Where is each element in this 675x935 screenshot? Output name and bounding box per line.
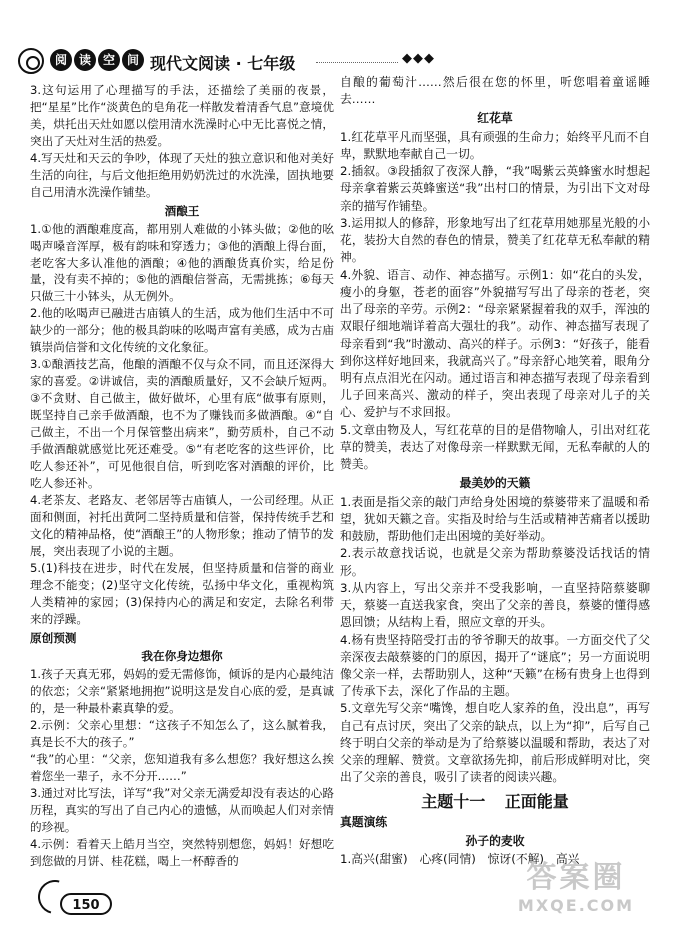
answer-paragraph: 自酿的葡萄汁……然后很在您的怀里，听您唱着童谣睡去…… (340, 75, 650, 107)
watermark-url: MXQE.COM (517, 896, 635, 915)
answer-paragraph: 2.表示故意找话说，也就是父亲为帮助蔡婆没话找话的情形。 (340, 546, 650, 578)
section-heading: 我在你身边想你 (141, 649, 223, 664)
answer-paragraph: 4.写天灶和天云的争吵，体现了天灶的独立意识和他对美好生活的向往，与后文他拒绝用奶奶洗过的水洗澡，固执地要自己用清水洗澡作铺垫。 (30, 150, 334, 199)
answer-paragraph: 3.从内容上，写出父亲并不受我影响，一直坚持陪蔡婆聊天，蔡婆一直送我家食，突出了父亲的善良，蔡婆的懂得感恩回馈；从结构上看，照应文章的开头。 (340, 580, 650, 630)
series-badge: 读 (74, 49, 96, 71)
series-badge: 间 (122, 49, 144, 71)
answer-paragraph: 3.这句运用了心理描写的手法，还描绘了美丽的夜景，把“星星”比作“淡黄色的皂角花一样散发着清香气息”意境优美，烘托出天灶如愿以偿用清水洗澡时心中无比喜悦之情，突出了天灶对生活的热爱。 (30, 83, 334, 148)
answer-paragraph: 5.文章由物及人，写红花草的目的是借物喻人，引出对红花草的赞美，表达了对像母亲一样默默无闻，无私奉献的人的赞美。 (340, 422, 650, 472)
watermark-text: 答案圈 (526, 860, 626, 895)
section-heading: 酒酿王 (164, 203, 200, 218)
answer-paragraph: 4.示例：看着天上皓月当空，突然特别想您，妈妈！好想吃到您做的月饼、桂花糕，喝上一杯醇香的 (30, 836, 334, 868)
series-title: 现代文阅读 · 七年级 (150, 54, 296, 73)
right-column (340, 74, 650, 869)
answer-paragraph: 2.示例：父亲心里想：“这孩子不知怎么了，这么腻着我，真是长不大的孩子。” (30, 718, 334, 750)
logo-icon (18, 48, 44, 74)
answer-paragraph: 4.杨有贵坚持陪受打击的爷爷聊天的故事。一方面交代了父亲深夜去敲蔡婆的门的原因，揭开了“谜底”；另一方面说明像父亲一样，去帮助别人，这种“天籁”在杨有贵身上也得到了传承下去，深化了作品的主题。 (340, 632, 650, 699)
answer-paragraph: 1.①他的酒酿难度高，都用别人难做的小钵头做；②他的吆喝声嗓音浑厚，极有韵味和穿透力；③他的酒酿上得台面，老吃客大多认准他的酒酿；④他的酒酿货真价实，给足份量，没有卖不掉的；⑤他的酒酿信誉高，无需挑拣；⑥每天只做三十小钵头，从无例外。 (30, 221, 334, 304)
section-heading: 最美妙的天籁 (459, 476, 531, 491)
answer-paragraph: 4.外貌、语言、动作、神态描写。示例1：如“花白的头发，瘦小的身躯，苍老的面容”外貌描写写出了母亲的苍老，突出了母亲的辛劳。示例2：“母亲紧紧握着我的双手，浑浊的双眼仔细地端详着高大强壮的我”。动作、神态描写表现了母亲看到“我”时激动、高兴的样子。示例3：“好孩子，能看到你这样好地回来，我就高兴了。”母亲舒心地笑着，眼角分明有点点泪光在闪动。通过语言和神态描写表现了母亲看到儿子回来高兴、激动的样子，突出表现了母亲对儿子的关心、爱护与不求回报。 (340, 267, 650, 420)
answer-paragraph: 3.通过对比写法，详写“我”对父亲无满爱却没有表达的心路历程，真实的写出了自己内心的遗憾，从而唤起人们对亲情的珍视。 (30, 786, 334, 834)
answer-paragraph: 5.文章先写父亲“嘴馋，想自吃人家养的鱼，没出息”，再写自己有点讨厌，突出了父亲的缺点，以上为“抑”，后写自己终于明白父亲的举动是为了给蔡婆以温暖和帮助，表达了对父亲的理解、赞赏。文章欲扬先抑，前后形成鲜明对比，突出了父亲的善良，吸引了读者的阅读兴趣。 (340, 701, 650, 785)
page-header (18, 46, 438, 76)
page-number: 150 (60, 893, 112, 915)
section-heading: 孙子的麦收 (465, 834, 525, 849)
watermark-logo (501, 860, 651, 924)
answer-paragraph: 1.高兴(甜蜜) 心疼(同情) 惊讶(不解) 高兴 (340, 852, 580, 867)
answer-paragraph: “我”的心里：“父亲，您知道我有多么想您？我好想这么挨着您坐一辈子，永不分开……” (30, 752, 334, 784)
answer-paragraph: 3.①酿酒技艺高，他酿的酒酿不仅与众不同，而且还深得大家的喜爱。②讲诚信，卖的酒酿质量好，又不会缺斤短两。③不贪财、自己做主，做好做坏，心里有底“做事有原则，既坚持自己亲手做酒酿，也不为了赚钱而多做酒酿。④“自己做主，不出一个月保管整出病来”，勤劳质朴，自己不动手做酒酿就感觉比死还难受。⑤“有老吃客的这些评价，比吃人参还补”，可见他很自信，听到吃客对酒酿的评价，比吃人参还补。 (30, 357, 334, 490)
left-column (30, 82, 334, 870)
answer-paragraph: 1.表面是指父亲的敲门声给身处困境的蔡婆带来了温暖和希望，犹如天籁之音。实指及时给与生活或精神苦痛者以援助和鼓励，帮助他们走出困境的美好举动。 (340, 494, 650, 544)
series-badge: 阅 (50, 49, 72, 71)
answer-paragraph: 1.孩子天真无邪，妈妈的爱无需修饰，倾诉的是内心最纯洁的依恋；父亲“紧紧地拥抱”说明这是发自心底的爱，是真诚的，是一种最朴素真挚的爱。 (30, 667, 334, 716)
answer-paragraph: 4.老茶友、老路友、老邻居等古庙镇人，一公司经理。从正面和侧面，衬托出黄阿二坚持质量和信誉，保持传统手艺和文化的精神品格，使“酒酿王”的人物形象；推动了情节的发展，突出表现了小说的主题。 (30, 492, 334, 558)
answer-paragraph: 2.插叙。③段插叙了夜深人静，“我”喝紫云英蜂蜜水时想起母亲拿着紫云英蜂蜜送“我”出村口的情景，为引出下文对母亲的描写作铺垫。 (340, 164, 650, 213)
answer-paragraph: 5.(1)科技在进步，时代在发展，但坚持质量和信誉的商业理念不能变；(2)坚守文化传统，弘扬中华文化，重视构筑人类精神的家园；(3)保持内心的满足和安定，去除名利带来的浮躁。 (30, 560, 334, 626)
subsection-label: 原创预测 (30, 630, 77, 645)
section-heading: 红花草 (477, 111, 513, 126)
answer-paragraph: 2.他的吆喝声已融进古庙镇人的生活，成为他们生活中不可缺少的一部分；他的极具韵味的吆喝声富有美感，成为古庙镇崇尚信誉和文化传统的文化象征。 (30, 306, 334, 355)
answer-paragraph: 3.运用拟人的修辞，形象地写出了红花草用她那星光般的小花，装扮大自然的春色的情景，赞美了红花草无私奉献的精神。 (340, 215, 650, 265)
header-dotted-rule (316, 62, 398, 63)
subsection-label: 真题演练 (340, 814, 388, 829)
diamond-ornament: ◆◆◆ (402, 51, 435, 66)
theme-heading: 主题十一 正面能量 (421, 791, 569, 811)
series-badge: 空 (98, 49, 120, 71)
answer-paragraph: 1.红花草平凡而坚强，具有顽强的生命力；始终平凡而不自卑，默默地奉献自己一切。 (340, 129, 650, 161)
